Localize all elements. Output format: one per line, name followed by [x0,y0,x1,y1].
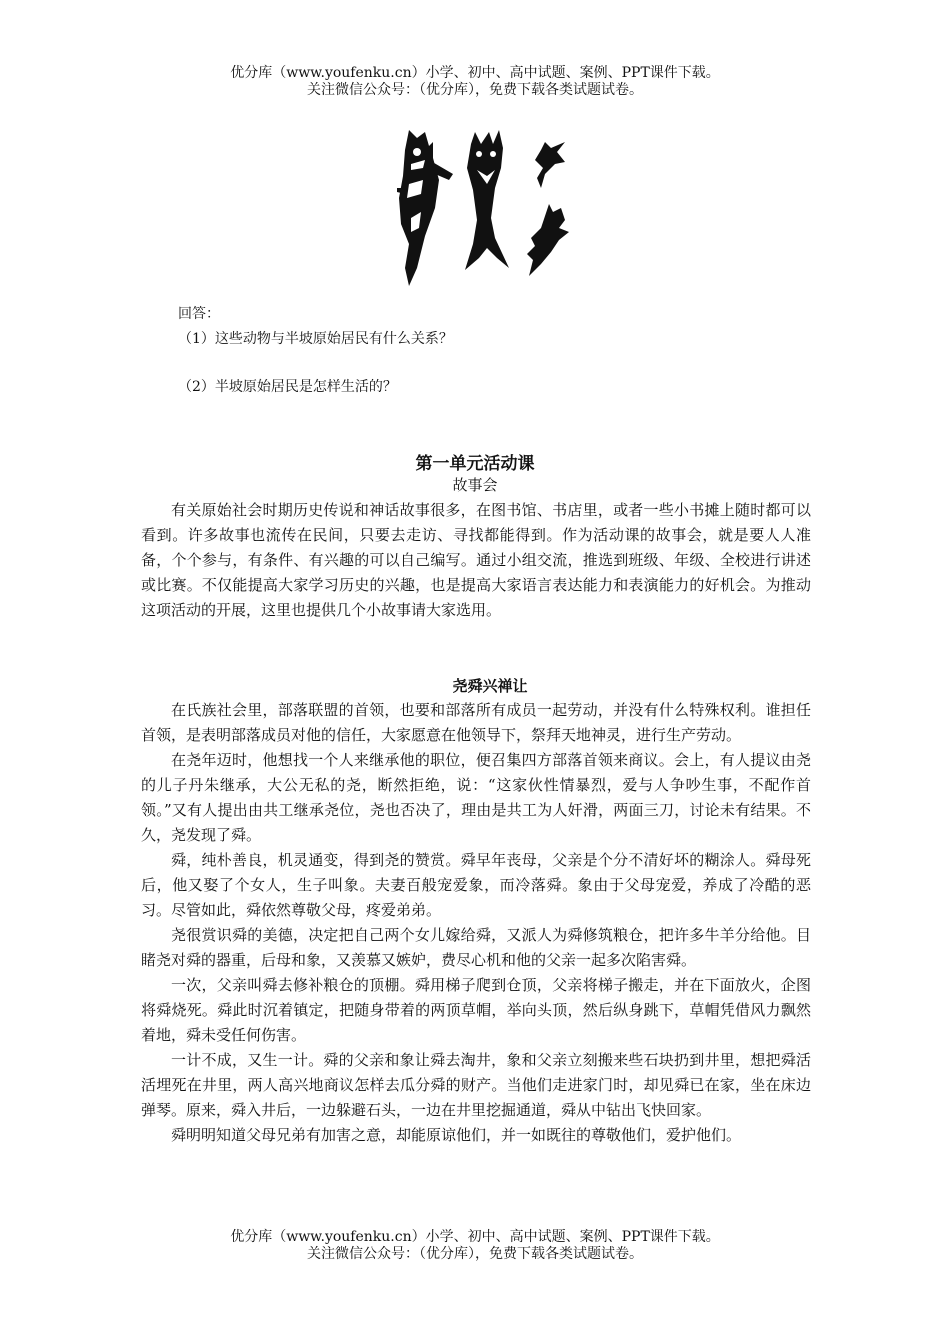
qa-label: 回答： [178,306,220,322]
story-paragraph: 舜，纯朴善良，机灵通变，得到尧的赞赏。舜早年丧母，父亲是个分不清好坏的糊涂人。舜母死后，他又娶了个女人，生子叫象。夫妻百般宠爱象，而冷落舜。象由于父母宠爱，养成了冷酷的恶习。尽管如此，舜依然尊敬父母，疼爱弟弟。 [141,851,811,919]
story-body [141,698,811,1148]
story-title: 尧舜兴禅让 [452,677,528,695]
page-footer [0,1229,950,1263]
header-line-2: 关注微信公众号：（优分库），免费下载各类试题试卷。 [307,82,643,98]
footer-line-2: 关注微信公众号：（优分库），免费下载各类试题试卷。 [307,1246,643,1262]
unit-subtitle: 故事会 [452,476,498,494]
unit-title: 第一单元活动课 [415,454,535,474]
question-2: （2）半坡原始居民是怎样生活的？ [178,379,397,395]
unit-intro-paragraph: 有关原始社会时期历史传说和神话故事很多，在图书馆、书店里，或者一些小书摊上随时都可以看到。许多故事也流传在民间，只要去走访、寻找都能得到。作为活动课的故事会，就是要人人准备，个个参与，有条件、有兴趣的可以自己编写。通过小组交流，推选到班级、年级、全校进行讲述或比赛。不仅能提高大家学习历史的兴趣，也是提高大家语言表达能力和表演能力的好机会。为推动这项活动的开展，这里也提供几个小故事请大家选用。 [141,501,811,619]
story-paragraph: 一次，父亲叫舜去修补粮仓的顶棚。舜用梯子爬到仓顶，父亲将梯子搬走，并在下面放火，企图将舜烧死。舜此时沉着镇定，把随身带着的两顶草帽，举向头顶，然后纵身跳下，草帽凭借风力飘然着地，舜未受任何伤害。 [141,976,811,1044]
story-paragraph: 在尧年迈时，他想找一个人来继承他的职位，便召集四方部落首领来商议。会上，有人提议由尧的儿子丹朱继承，大公无私的尧，断然拒绝，说：“这家伙性情暴烈，爱与人争吵生事，不配作首领。”又有人提出由共工继承尧位，尧也否决了，理由是共工为人奸滑，两面三刀，讨论未有结果。不久，尧发现了舜。 [141,751,811,844]
page-header [0,65,950,99]
question-1: （1）这些动物与半坡原始居民有什么关系？ [178,331,453,347]
story-paragraph: 舜明明知道父母兄弟有加害之意，却能原谅他们，并一如既往的尊敬他们，爱护他们。 [171,1126,742,1144]
story-paragraph: 在氏族社会里，部落联盟的首领，也要和部落所有成员一起劳动，并没有什么特殊权利。谁担任首领，是表明部落成员对他的信任，大家愿意在他领导下，祭拜天地神灵，进行生产劳动。 [141,701,811,744]
banpo-animal-pattern-icon [395,128,577,286]
unit-intro-block [141,498,811,623]
header-line-1: 优分库（www.youfenku.cn）小学、初中、高中试题、案例、PPT课件下载。 [230,65,720,81]
story-paragraph: 一计不成，又生一计。舜的父亲和象让舜去淘井，象和父亲立刻搬来些石块扔到井里，想把舜活活埋死在井里，两人高兴地商议怎样去瓜分舜的财产。当他们走进家门时，却见舜已在家，坐在床边弹琴。原来，舜入井后，一边躲避石头，一边在井里挖掘通道，舜从中钻出飞快回家。 [141,1051,811,1119]
footer-line-1: 优分库（www.youfenku.cn）小学、初中、高中试题、案例、PPT课件下载。 [230,1229,720,1245]
story-paragraph: 尧很赏识舜的美德，决定把自己两个女儿嫁给舜，又派人为舜修筑粮仓，把许多牛羊分给他。目睹尧对舜的器重，后母和象，又羡慕又嫉妒，费尽心机和他的父亲一起多次陷害舜。 [141,926,811,969]
